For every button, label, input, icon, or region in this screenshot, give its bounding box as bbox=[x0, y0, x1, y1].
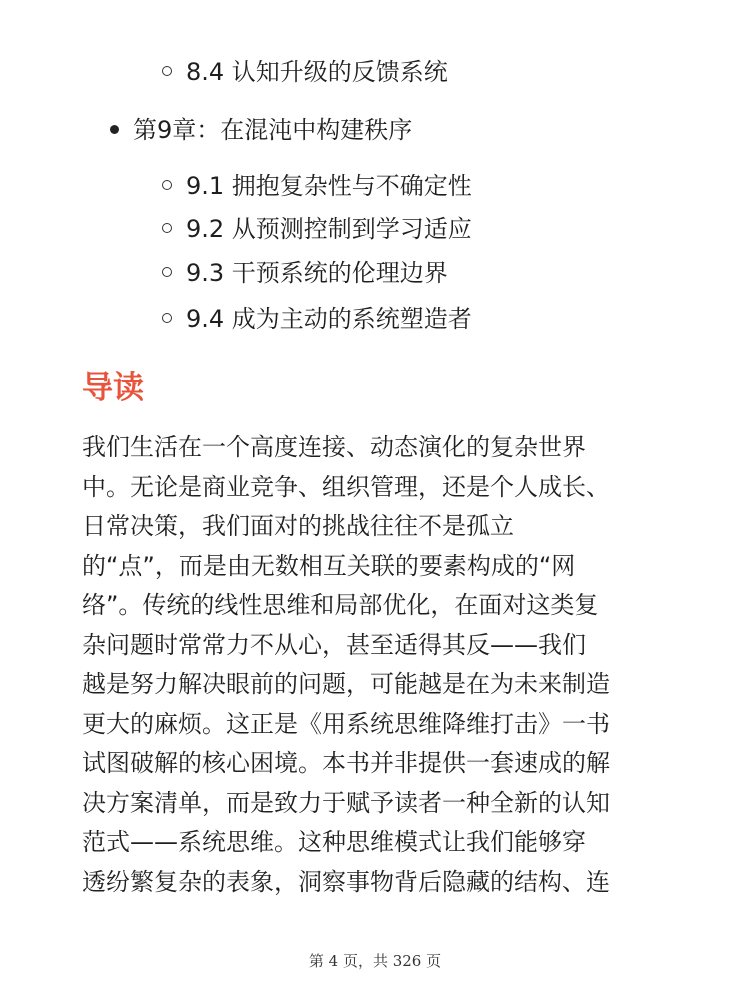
toc-item-label: 9.2 从预测控制到学习适应 bbox=[186, 215, 472, 243]
section-heading: 导读 bbox=[82, 370, 144, 406]
toc-item-9-3[interactable] bbox=[162, 258, 448, 288]
toc-item-label: 9.4 成为主动的系统塑造者 bbox=[186, 305, 472, 333]
hollow-bullet-icon bbox=[162, 313, 172, 323]
toc-item-9-1[interactable] bbox=[162, 171, 472, 201]
body-line: 的“点”，而是由无数相互关联的要素构成的“网 bbox=[82, 551, 576, 580]
toc-item-label: 9.1 拥抱复杂性与不确定性 bbox=[186, 172, 472, 200]
hollow-bullet-icon bbox=[162, 180, 172, 190]
body-line: 日常决策，我们面对的挑战往往不是孤立 bbox=[82, 512, 514, 540]
body-line: 我们生活在一个高度连接、动态演化的复杂世界 bbox=[82, 433, 586, 461]
toc-item-label: 第9章：在混沌中构建秩序 bbox=[133, 116, 413, 144]
page-number: 第 4 页，共 326 页 bbox=[308, 952, 442, 970]
hollow-bullet-icon bbox=[162, 223, 172, 233]
toc-item-9-2[interactable] bbox=[162, 214, 472, 244]
body-line: 试图破解的核心困境。本书并非提供一套速成的解 bbox=[82, 749, 610, 777]
body-line: 络”。传统的线性思维和局部优化，在面对这类复 bbox=[82, 591, 599, 619]
hollow-bullet-icon bbox=[162, 267, 172, 277]
toc-item-9-4[interactable] bbox=[162, 304, 472, 334]
body-line: 更大的麻烦。这正是《用系统思维降维打击》一书 bbox=[82, 709, 610, 738]
section-body bbox=[82, 428, 672, 902]
body-line: 透纷繁复杂的表象，洞察事物背后隐藏的结构、连 bbox=[82, 867, 610, 896]
body-line: 决方案清单，而是致力于赋予读者一种全新的认知 bbox=[82, 788, 610, 817]
hollow-bullet-icon bbox=[162, 66, 172, 76]
toc-item-8-4[interactable] bbox=[162, 57, 448, 87]
body-line: 中。无论是商业竞争、组织管理，还是个人成长、 bbox=[82, 472, 610, 501]
toc-item-label: 9.3 干预系统的伦理边界 bbox=[186, 259, 448, 287]
body-line: 杂问题时常常力不从心，甚至适得其反——我们 bbox=[82, 630, 586, 659]
solid-bullet-icon bbox=[110, 125, 119, 134]
body-line: 范式——系统思维。这种思维模式让我们能够穿 bbox=[82, 828, 586, 856]
toc-item-label: 8.4 认知升级的反馈系统 bbox=[186, 58, 448, 86]
toc-item-chapter-9[interactable] bbox=[110, 115, 412, 145]
body-line: 越是努力解决眼前的问题，可能越是在为未来制造 bbox=[82, 670, 610, 698]
